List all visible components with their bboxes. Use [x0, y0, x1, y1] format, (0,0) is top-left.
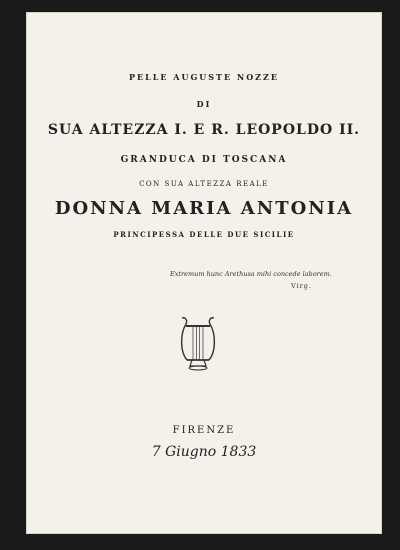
dedication-heading: PELLE AUGUSTE NOZZE — [129, 72, 279, 82]
bride-name: DONNA MARIA ANTONIA — [54, 198, 354, 219]
lyre-icon — [178, 312, 218, 372]
epigraph-author: Virg. — [291, 282, 312, 290]
grand-duke-subtitle: GRANDUCA DI TOSCANA — [120, 155, 288, 165]
epigraph — [170, 270, 350, 290]
bride-intro: CON SUA ALTEZZA REALE — [139, 180, 269, 188]
grand-duke-title: SUA ALTEZZA I. E R. LEOPOLDO II. — [47, 122, 361, 138]
place-of-printing: FIRENZE — [172, 425, 236, 436]
preposition-di: DI — [196, 99, 212, 109]
epigraph-text: Extremum hunc Arethusa mihi concede laborem. — [170, 270, 332, 278]
date-of-printing: 7 Giugno 1833 — [151, 444, 257, 460]
bride-title: PRINCIPESSA DELLE DUE SICILIE — [113, 230, 295, 239]
document-page — [26, 12, 382, 534]
